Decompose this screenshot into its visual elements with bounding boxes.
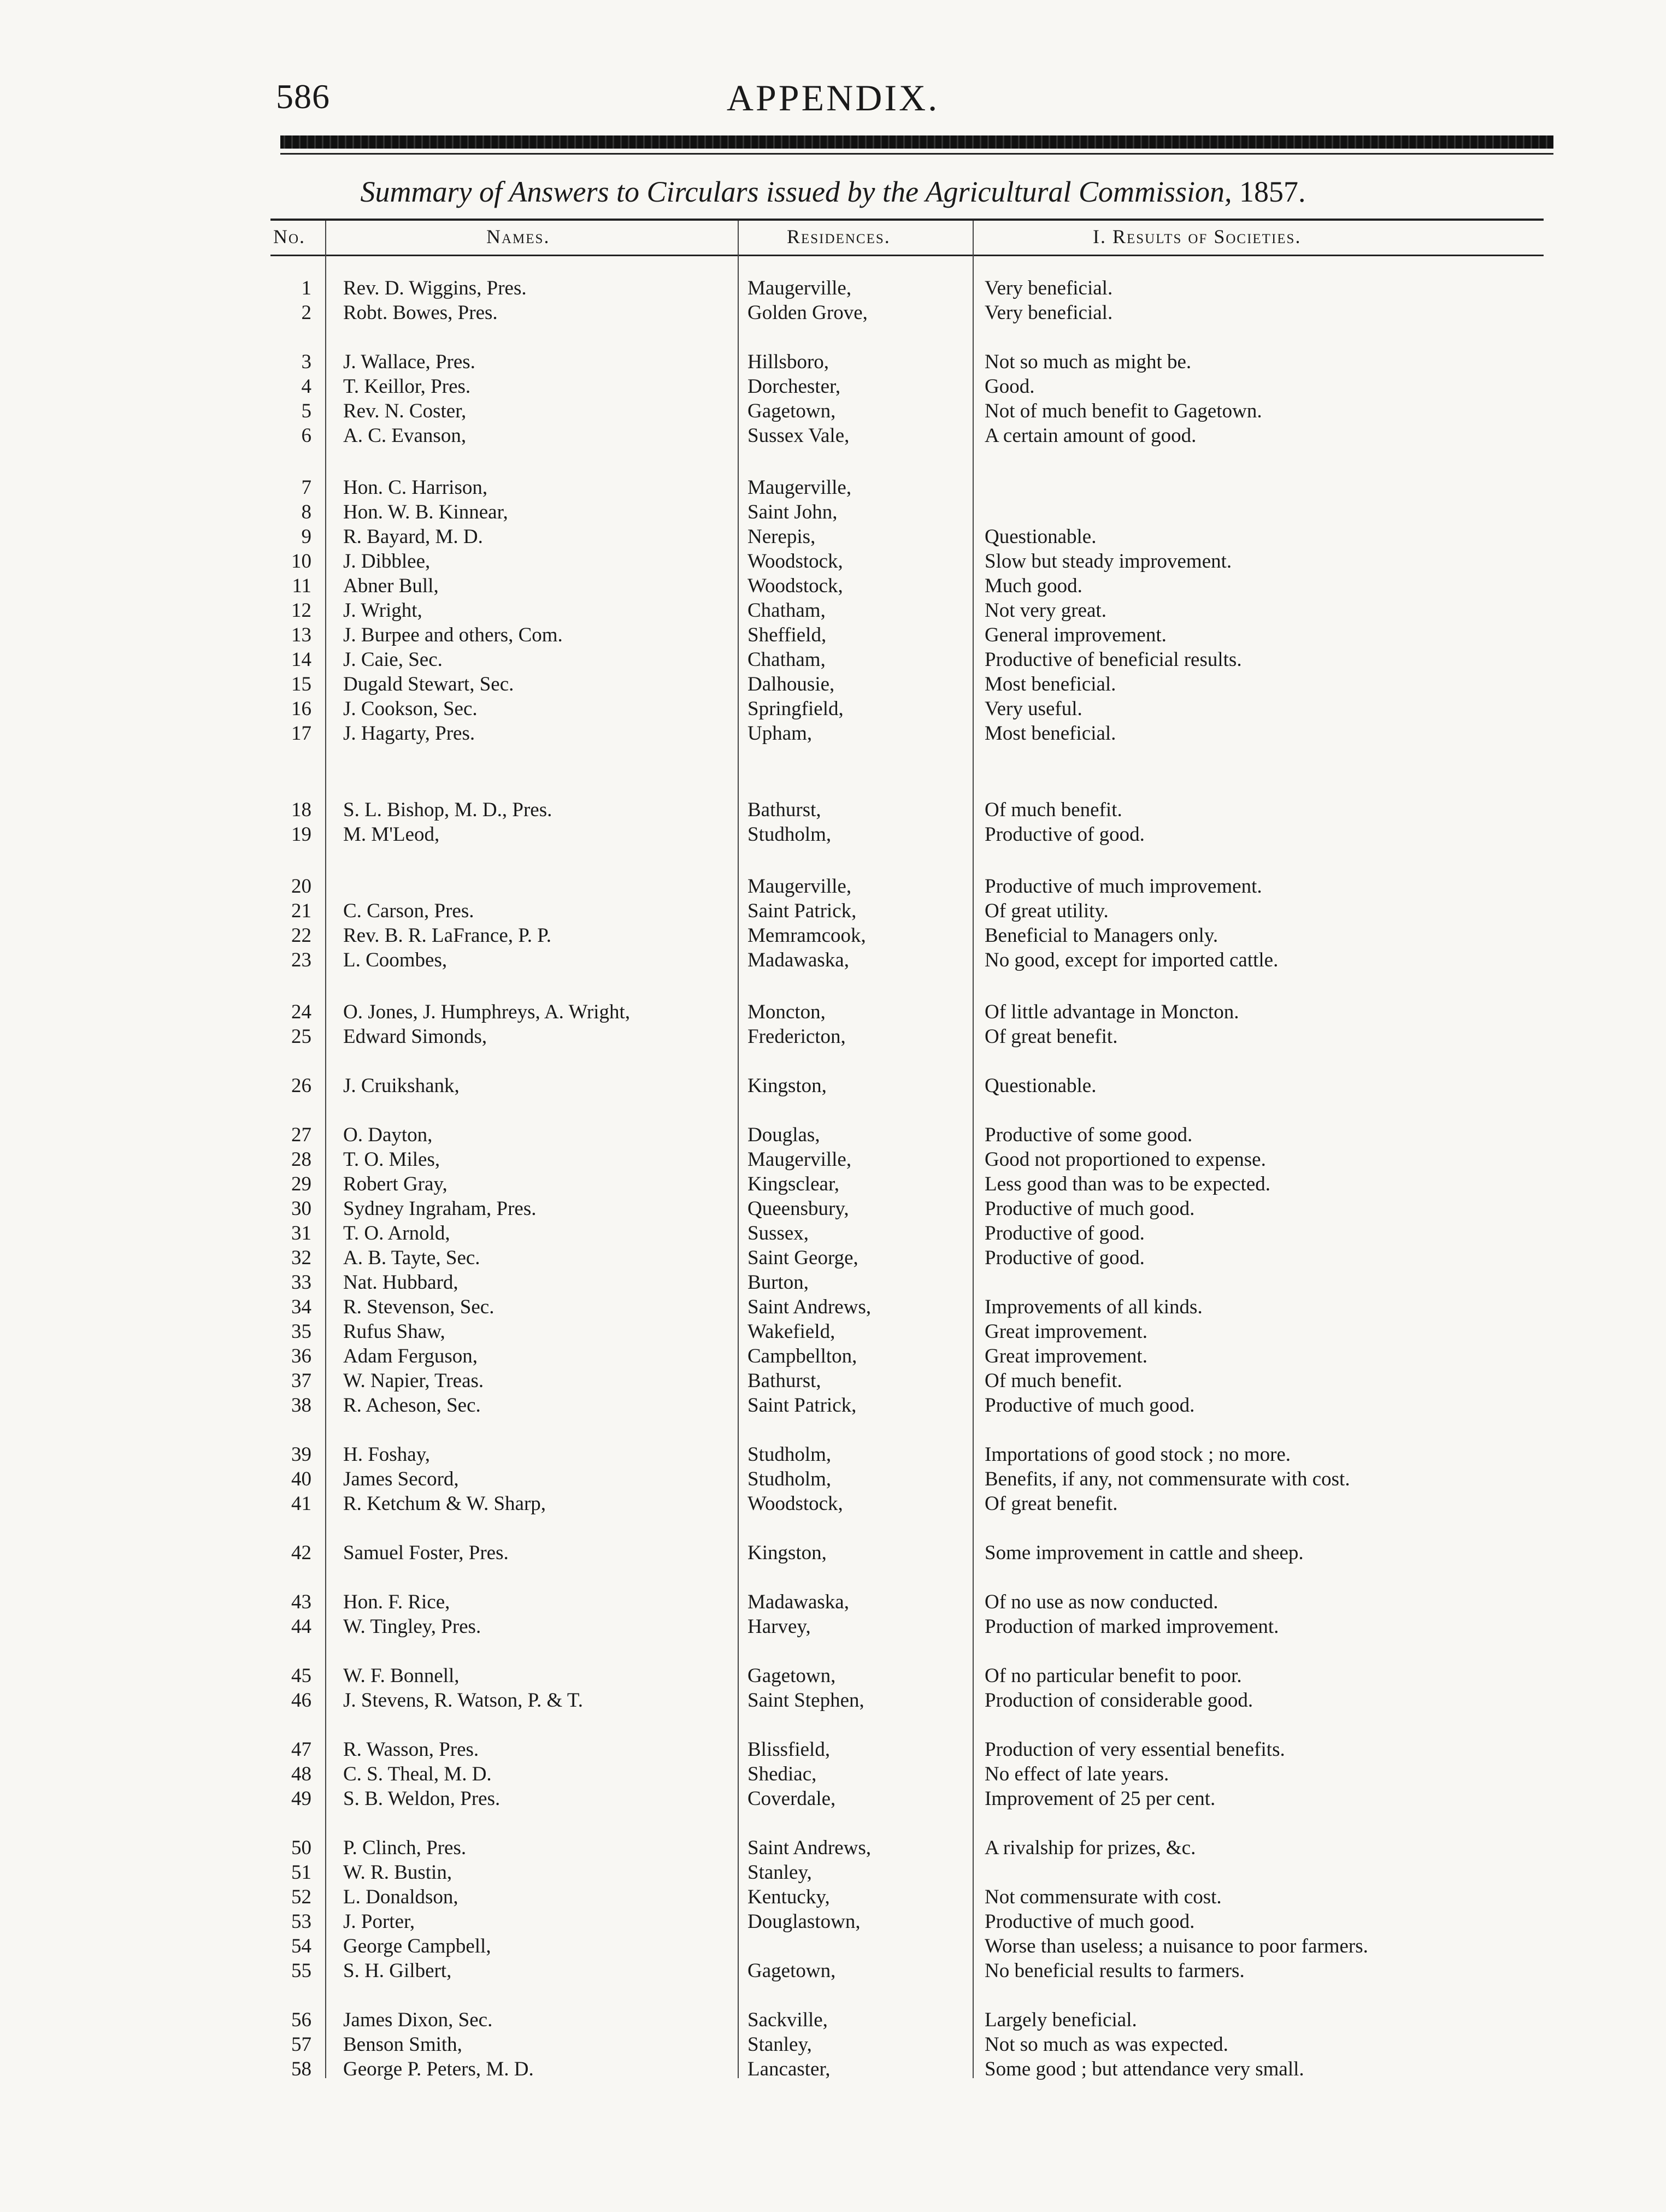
row-name: Hon. F. Rice, — [343, 1591, 450, 1613]
row-name: George Campbell, — [343, 1935, 491, 1957]
row-result: Productive of much good. — [985, 1198, 1195, 1220]
column-header-no: No. — [273, 226, 306, 247]
table-row — [0, 1786, 1666, 1812]
row-residence: Nerepis, — [747, 526, 816, 548]
row-residence: Saint Stephen, — [747, 1689, 864, 1712]
row-residence: Sussex, — [747, 1222, 809, 1244]
row-number: 48 — [291, 1763, 311, 1785]
row-result: Benefits, if any, not commensurate with cost. — [985, 1468, 1350, 1490]
row-name: T. Keillor, Pres. — [343, 375, 471, 398]
row-name: J. Wallace, Pres. — [343, 351, 475, 373]
table-row — [0, 1319, 1666, 1344]
row-number: 3 — [301, 351, 311, 373]
row-result: Of great benefit. — [985, 1493, 1118, 1515]
row-result: Importations of good stock ; no more. — [985, 1443, 1291, 1466]
row-residence: Queensbury, — [747, 1198, 849, 1220]
column-header-residences: Residences. — [787, 226, 891, 247]
row-result: Of no use as now conducted. — [985, 1591, 1218, 1613]
row-number: 15 — [291, 673, 311, 695]
table-row — [0, 822, 1666, 847]
row-number: 17 — [291, 722, 311, 745]
table-row — [0, 423, 1666, 449]
table-row — [0, 276, 1666, 301]
row-residence: Madawaska, — [747, 949, 849, 971]
row-number: 46 — [291, 1689, 311, 1712]
table-row — [0, 2032, 1666, 2057]
table-row — [0, 1172, 1666, 1197]
row-name: Abner Bull, — [343, 575, 439, 597]
row-number: 18 — [291, 799, 311, 821]
row-name: W. R. Bustin, — [343, 1861, 452, 1884]
row-residence: Bathurst, — [747, 799, 821, 821]
row-number: 9 — [301, 526, 311, 548]
row-name: J. Hagarty, Pres. — [343, 722, 475, 745]
row-name: James Secord, — [343, 1468, 459, 1490]
row-residence: Studholm, — [747, 823, 832, 846]
row-name: Robert Gray, — [343, 1173, 448, 1195]
table-row — [0, 1664, 1666, 1689]
table-row — [0, 948, 1666, 973]
row-residence: Memramcook, — [747, 924, 866, 947]
table-row — [0, 1614, 1666, 1639]
row-name: R. Bayard, M. D. — [343, 526, 483, 548]
row-number: 10 — [291, 550, 311, 573]
row-residence: Saint Patrick, — [747, 900, 857, 922]
row-number: 40 — [291, 1468, 311, 1490]
row-result: Not so much as might be. — [985, 351, 1192, 373]
row-result: Production of considerable good. — [985, 1689, 1253, 1712]
row-number: 28 — [291, 1148, 311, 1171]
row-name: M. M'Leod, — [343, 823, 440, 846]
row-result: No beneficial results to farmers. — [985, 1960, 1245, 1982]
row-residence: Kentucky, — [747, 1886, 830, 1908]
row-number: 54 — [291, 1935, 311, 1957]
table-row — [0, 1270, 1666, 1295]
table-row — [0, 623, 1666, 648]
row-name: R. Wasson, Pres. — [343, 1738, 479, 1761]
row-number: 25 — [291, 1025, 311, 1048]
table-row — [0, 1024, 1666, 1049]
row-name: J. Dibblee, — [343, 550, 431, 573]
row-result: Not commensurate with cost. — [985, 1886, 1222, 1908]
row-result: Less good than was to be expected. — [985, 1173, 1270, 1195]
table-row — [0, 2057, 1666, 2082]
row-name: George P. Peters, M. D. — [343, 2058, 534, 2080]
row-number: 4 — [301, 375, 311, 398]
row-residence: Maugerville, — [747, 277, 852, 299]
table-row — [0, 1196, 1666, 1222]
table-row — [0, 1737, 1666, 1762]
row-residence: Dorchester, — [747, 375, 841, 398]
row-number: 1 — [301, 277, 311, 299]
table-row — [0, 672, 1666, 697]
row-residence: Wakefield, — [747, 1320, 835, 1343]
row-result: Some good ; but attendance very small. — [985, 2058, 1304, 2080]
row-number: 11 — [292, 575, 311, 597]
table-row — [0, 549, 1666, 574]
row-residence: Gagetown, — [747, 400, 836, 422]
row-result: Productive of some good. — [985, 1124, 1193, 1146]
table-row — [0, 1590, 1666, 1615]
row-result: Productive of much good. — [985, 1394, 1195, 1417]
row-name: J. Cookson, Sec. — [343, 698, 478, 720]
row-result: Beneficial to Managers only. — [985, 924, 1218, 947]
row-name: Rufus Shaw, — [343, 1320, 445, 1343]
row-name: Sydney Ingraham, Pres. — [343, 1198, 537, 1220]
row-number: 56 — [291, 2009, 311, 2031]
row-number: 12 — [291, 599, 311, 622]
row-result: Productive of good. — [985, 1247, 1145, 1269]
row-number: 6 — [301, 424, 311, 447]
table-row — [0, 1959, 1666, 1984]
row-residence: Kingston, — [747, 1075, 827, 1097]
row-number: 43 — [291, 1591, 311, 1613]
row-number: 47 — [291, 1738, 311, 1761]
page-number: 586 — [276, 77, 330, 116]
table-row — [0, 923, 1666, 948]
table-row — [0, 1344, 1666, 1369]
row-number: 24 — [291, 1001, 311, 1023]
row-name: O. Jones, J. Humphreys, A. Wright, — [343, 1001, 631, 1023]
row-number: 20 — [291, 875, 311, 898]
column-header-results: I. Results of Societies. — [1093, 226, 1302, 247]
running-head: APPENDIX. — [726, 77, 940, 119]
row-residence: Kingsclear, — [747, 1173, 840, 1195]
table-row — [0, 2008, 1666, 2033]
row-result: Questionable. — [985, 526, 1097, 548]
row-number: 51 — [291, 1861, 311, 1884]
row-number: 38 — [291, 1394, 311, 1417]
row-result: Production of very essential benefits. — [985, 1738, 1285, 1761]
row-number: 13 — [291, 624, 311, 646]
row-result: Of great utility. — [985, 900, 1109, 922]
row-number: 49 — [291, 1788, 311, 1810]
table-row — [0, 1836, 1666, 1861]
row-number: 39 — [291, 1443, 311, 1466]
row-name: S. L. Bishop, M. D., Pres. — [343, 799, 552, 821]
table-row — [0, 374, 1666, 399]
row-residence: Gagetown, — [747, 1665, 836, 1687]
row-number: 26 — [291, 1075, 311, 1097]
row-result: Of much benefit. — [985, 799, 1122, 821]
row-result: Of no particular benefit to poor. — [985, 1665, 1242, 1687]
row-residence: Studholm, — [747, 1468, 832, 1490]
row-result: Questionable. — [985, 1075, 1097, 1097]
row-number: 27 — [291, 1124, 311, 1146]
row-residence: Saint Patrick, — [747, 1394, 857, 1417]
row-residence: Shediac, — [747, 1763, 817, 1785]
table-row — [0, 1000, 1666, 1025]
row-result: Very beneficial. — [985, 277, 1113, 299]
row-result: Not very great. — [985, 599, 1106, 622]
row-name: Samuel Foster, Pres. — [343, 1542, 509, 1564]
row-residence: Blissfield, — [747, 1738, 831, 1761]
row-residence: Fredericton, — [747, 1025, 846, 1048]
row-residence: Hillsboro, — [747, 351, 829, 373]
caption-year: 1857. — [1239, 175, 1306, 208]
row-number: 44 — [291, 1615, 311, 1638]
row-result: Not so much as was expected. — [985, 2033, 1228, 2056]
table-row — [0, 1860, 1666, 1885]
row-number: 37 — [291, 1370, 311, 1392]
row-result: Productive of good. — [985, 1222, 1145, 1244]
row-residence: Campbellton, — [747, 1345, 857, 1367]
table-row — [0, 1369, 1666, 1394]
row-residence: Madawaska, — [747, 1591, 849, 1613]
row-result: Great improvement. — [985, 1320, 1147, 1343]
row-name: J. Porter, — [343, 1910, 415, 1933]
row-number: 33 — [291, 1271, 311, 1294]
row-number: 29 — [291, 1173, 311, 1195]
row-number: 21 — [291, 900, 311, 922]
row-residence: Bathurst, — [747, 1370, 821, 1392]
row-result: Of great benefit. — [985, 1025, 1118, 1048]
row-name: S. B. Weldon, Pres. — [343, 1788, 501, 1810]
row-number: 30 — [291, 1198, 311, 1220]
table-row — [0, 1073, 1666, 1099]
row-name: W. Tingley, Pres. — [343, 1615, 481, 1638]
row-number: 57 — [291, 2033, 311, 2056]
row-name: T. O. Arnold, — [343, 1222, 450, 1244]
row-name: Nat. Hubbard, — [343, 1271, 458, 1294]
row-number: 23 — [291, 949, 311, 971]
table-row — [0, 1885, 1666, 1910]
row-residence: Maugerville, — [747, 875, 852, 898]
row-residence: Upham, — [747, 722, 813, 745]
table-row — [0, 1221, 1666, 1246]
row-name: Rev. N. Coster, — [343, 400, 467, 422]
row-number: 7 — [301, 476, 311, 499]
row-residence: Chatham, — [747, 599, 826, 622]
table-row — [0, 721, 1666, 746]
row-number: 35 — [291, 1320, 311, 1343]
row-name: R. Ketchum & W. Sharp, — [343, 1493, 546, 1515]
row-residence: Stanley, — [747, 2033, 812, 2056]
row-residence: Woodstock, — [747, 550, 843, 573]
row-residence: Moncton, — [747, 1001, 826, 1023]
row-result: Productive of much good. — [985, 1910, 1195, 1933]
row-name: L. Coombes, — [343, 949, 448, 971]
row-name: H. Foshay, — [343, 1443, 430, 1466]
row-result: Most beneficial. — [985, 722, 1116, 745]
row-result: No effect of late years. — [985, 1763, 1169, 1785]
row-result: Very useful. — [985, 698, 1082, 720]
table-row — [0, 500, 1666, 525]
row-name: A. B. Tayte, Sec. — [343, 1247, 480, 1269]
row-residence: Maugerville, — [747, 476, 852, 499]
row-number: 2 — [301, 302, 311, 324]
table-row — [0, 1467, 1666, 1492]
row-residence: Golden Grove, — [747, 302, 868, 324]
row-residence: Maugerville, — [747, 1148, 852, 1171]
row-name: R. Stevenson, Sec. — [343, 1296, 494, 1318]
row-number: 16 — [291, 698, 311, 720]
row-residence: Saint Andrews, — [747, 1837, 872, 1859]
row-name: Adam Ferguson, — [343, 1345, 478, 1367]
row-result: Improvements of all kinds. — [985, 1296, 1203, 1318]
row-name: Dugald Stewart, Sec. — [343, 673, 514, 695]
table-row — [0, 574, 1666, 599]
row-name: J. Wright, — [343, 599, 422, 622]
row-result: Of little advantage in Moncton. — [985, 1001, 1239, 1023]
row-number: 55 — [291, 1960, 311, 1982]
row-result: Very beneficial. — [985, 302, 1113, 324]
row-name: R. Acheson, Sec. — [343, 1394, 481, 1417]
row-number: 42 — [291, 1542, 311, 1564]
row-name: Hon. C. Harrison, — [343, 476, 488, 499]
table-row — [0, 1934, 1666, 1959]
table-row — [0, 647, 1666, 673]
row-residence: Saint George, — [747, 1247, 858, 1269]
row-name: Edward Simonds, — [343, 1025, 487, 1048]
row-name: W. Napier, Treas. — [343, 1370, 484, 1392]
row-name: J. Caie, Sec. — [343, 648, 443, 671]
table-row — [0, 1688, 1666, 1713]
row-residence: Douglas, — [747, 1124, 820, 1146]
row-number: 45 — [291, 1665, 311, 1687]
row-number: 58 — [291, 2058, 311, 2080]
row-result: Most beneficial. — [985, 673, 1116, 695]
row-name: J. Stevens, R. Watson, P. & T. — [343, 1689, 584, 1712]
row-name: P. Clinch, Pres. — [343, 1837, 467, 1859]
row-number: 32 — [291, 1247, 311, 1269]
row-name: O. Dayton, — [343, 1124, 433, 1146]
row-residence: Burton, — [747, 1271, 809, 1294]
table-row — [0, 598, 1666, 623]
row-residence: Kingston, — [747, 1542, 827, 1564]
row-result: Some improvement in cattle and sheep. — [985, 1542, 1304, 1564]
row-residence: Sheffield, — [747, 624, 827, 646]
row-result: Not of much benefit to Gagetown. — [985, 400, 1262, 422]
row-residence: Douglastown, — [747, 1910, 861, 1933]
table-row — [0, 1442, 1666, 1467]
row-residence: Lancaster, — [747, 2058, 831, 2080]
table-row — [0, 1147, 1666, 1172]
row-result: Productive of beneficial results. — [985, 648, 1242, 671]
row-residence: Stanley, — [747, 1861, 812, 1884]
row-number: 19 — [291, 823, 311, 846]
row-number: 31 — [291, 1222, 311, 1244]
row-name: Hon. W. B. Kinnear, — [343, 501, 508, 523]
column-header-names: Names. — [486, 226, 550, 247]
row-result: No good, except for imported cattle. — [985, 949, 1279, 971]
row-residence: Harvey, — [747, 1615, 811, 1638]
row-residence: Sackville, — [747, 2009, 828, 2031]
table-row — [0, 1295, 1666, 1320]
row-name: Robt. Bowes, Pres. — [343, 302, 498, 324]
row-name: Rev. D. Wiggins, Pres. — [343, 277, 527, 299]
table-row — [0, 1909, 1666, 1934]
row-name: James Dixon, Sec. — [343, 2009, 493, 2031]
row-residence: Springfield, — [747, 698, 844, 720]
row-residence: Studholm, — [747, 1443, 832, 1466]
table-row — [0, 697, 1666, 722]
row-name: T. O. Miles, — [343, 1148, 440, 1171]
row-residence: Saint John, — [747, 501, 838, 523]
row-result: Worse than useless; a nuisance to poor farmers. — [985, 1935, 1368, 1957]
row-result: Much good. — [985, 575, 1082, 597]
row-result: Great improvement. — [985, 1345, 1147, 1367]
row-number: 41 — [291, 1493, 311, 1515]
row-name: W. F. Bonnell, — [343, 1665, 460, 1687]
row-result: Productive of much improvement. — [985, 875, 1262, 898]
row-residence: Gagetown, — [747, 1960, 836, 1982]
row-name: A. C. Evanson, — [343, 424, 467, 447]
table-row — [0, 798, 1666, 823]
table-row — [0, 475, 1666, 500]
row-number: 36 — [291, 1345, 311, 1367]
row-name: C. S. Theal, M. D. — [343, 1763, 492, 1785]
table-row — [0, 1246, 1666, 1271]
row-result: Of much benefit. — [985, 1370, 1122, 1392]
row-result: Slow but steady improvement. — [985, 550, 1232, 573]
row-result: A certain amount of good. — [985, 424, 1197, 447]
row-residence: Coverdale, — [747, 1788, 836, 1810]
table-row — [0, 524, 1666, 550]
row-number: 52 — [291, 1886, 311, 1908]
row-result: Improvement of 25 per cent. — [985, 1788, 1216, 1810]
row-number: 34 — [291, 1296, 311, 1318]
row-name: J. Burpee and others, Com. — [343, 624, 563, 646]
row-name: L. Donaldson, — [343, 1886, 458, 1908]
row-residence: Chatham, — [747, 648, 826, 671]
row-result: Largely beneficial. — [985, 2009, 1137, 2031]
row-number: 14 — [291, 648, 311, 671]
row-name: Rev. B. R. LaFrance, P. P. — [343, 924, 551, 947]
table-row — [0, 874, 1666, 899]
table-row — [0, 350, 1666, 375]
row-residence: Sussex Vale, — [747, 424, 850, 447]
caption-text: Summary of Answers to Circulars issued by the Agricultural Commission, — [360, 175, 1232, 208]
row-name: Benson Smith, — [343, 2033, 462, 2056]
row-number: 8 — [301, 501, 311, 523]
row-name: J. Cruikshank, — [343, 1075, 460, 1097]
table-row — [0, 899, 1666, 924]
row-residence: Dalhousie, — [747, 673, 835, 695]
row-result: A rivalship for prizes, &c. — [985, 1837, 1196, 1859]
table-row — [0, 399, 1666, 424]
row-number: 53 — [291, 1910, 311, 1933]
row-name: C. Carson, Pres. — [343, 900, 474, 922]
table-row — [0, 1541, 1666, 1566]
row-name: S. H. Gilbert, — [343, 1960, 452, 1982]
row-number: 22 — [291, 924, 311, 947]
row-result: Good. — [985, 375, 1035, 398]
row-result: General improvement. — [985, 624, 1167, 646]
row-number: 50 — [291, 1837, 311, 1859]
row-result: Good not proportioned to expense. — [985, 1148, 1266, 1171]
table-row — [0, 1762, 1666, 1787]
row-residence: Woodstock, — [747, 1493, 843, 1515]
table-row — [0, 300, 1666, 326]
row-result: Production of marked improvement. — [985, 1615, 1279, 1638]
table-row — [0, 1123, 1666, 1148]
row-residence: Saint Andrews, — [747, 1296, 872, 1318]
row-result: Productive of good. — [985, 823, 1145, 846]
table-row — [0, 1393, 1666, 1418]
row-number: 5 — [301, 400, 311, 422]
row-residence: Woodstock, — [747, 575, 843, 597]
table-row — [0, 1491, 1666, 1517]
